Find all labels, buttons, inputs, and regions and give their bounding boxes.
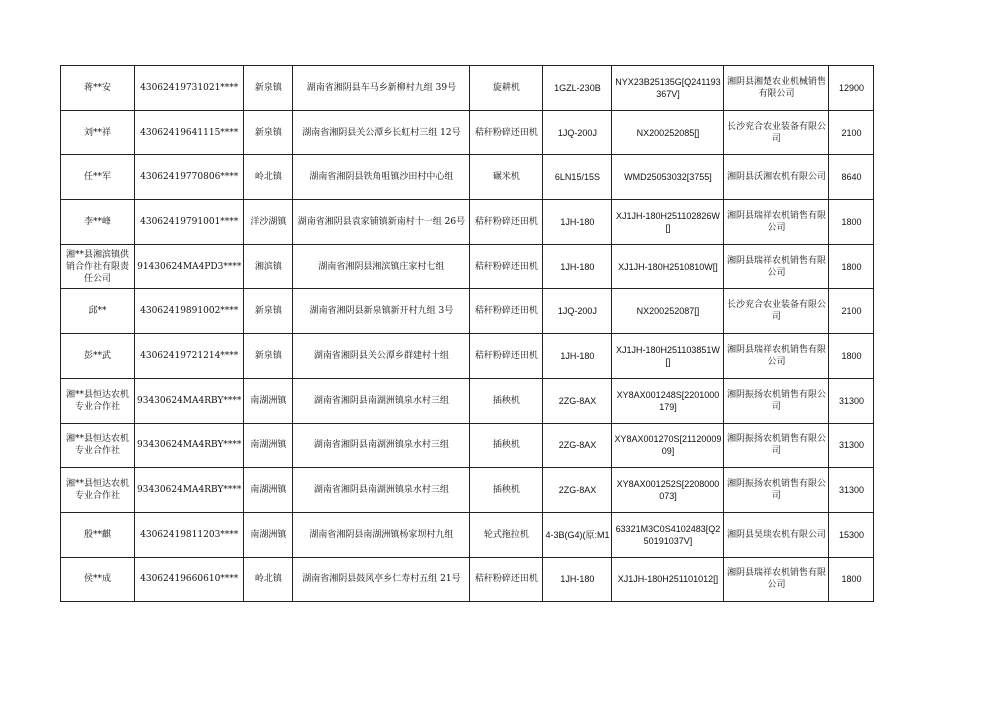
address-cell: 湖南省湘阴县车马乡新柳村九组 39号 <box>293 66 470 111</box>
model-cell: 1JH-180 <box>543 244 612 289</box>
serial-number-cell: 63321M3C0S4102483[Q250191037V] <box>612 512 724 557</box>
model-cell: 2ZG-8AX <box>543 468 612 513</box>
id-number-cell: 43062419891002**** <box>135 289 244 334</box>
amount-cell: 2100 <box>829 110 874 155</box>
applicant-name-cell: 殷**麒 <box>61 512 135 557</box>
applicant-name-cell: 彭**武 <box>61 334 135 379</box>
address-cell: 湖南省湘阴县新泉镇新开村九组 3号 <box>293 289 470 334</box>
table-row <box>61 512 874 557</box>
table-body <box>61 66 874 602</box>
subsidy-table <box>60 65 874 602</box>
model-cell: 1JQ-200J <box>543 110 612 155</box>
applicant-name-cell: 李**峰 <box>61 200 135 245</box>
address-cell: 湖南省湘阴县南湖洲镇泉水村三组 <box>293 423 470 468</box>
model-cell: 2ZG-8AX <box>543 423 612 468</box>
machine-type-cell: 秸秆粉碎还田机 <box>470 334 543 379</box>
serial-number-cell: XJ1JH-180H251102826W[] <box>612 200 724 245</box>
amount-cell: 31300 <box>829 468 874 513</box>
applicant-name-cell: 湘**县湘滨镇供销合作社有限责任公司 <box>61 244 135 289</box>
seller-cell: 湘阴县湘楚农业机械销售有限公司 <box>724 66 829 111</box>
town-cell: 新泉镇 <box>244 110 293 155</box>
town-cell: 洋沙湖镇 <box>244 200 293 245</box>
machine-type-cell: 碾米机 <box>470 155 543 200</box>
amount-cell: 31300 <box>829 378 874 423</box>
town-cell: 岭北镇 <box>244 557 293 602</box>
machine-type-cell: 秸秆粉碎还田机 <box>470 244 543 289</box>
id-number-cell: 43062419721214**** <box>135 334 244 379</box>
model-cell: 1JH-180 <box>543 334 612 379</box>
applicant-name-cell: 刘**祥 <box>61 110 135 155</box>
table-row <box>61 289 874 334</box>
address-cell: 湖南省湘阴县关公潭乡长虹村三组 12号 <box>293 110 470 155</box>
id-number-cell: 93430624MA4RBY**** <box>135 378 244 423</box>
amount-cell: 15300 <box>829 512 874 557</box>
town-cell: 新泉镇 <box>244 66 293 111</box>
table-row <box>61 244 874 289</box>
seller-cell: 湘阴县瑞祥农机销售有限公司 <box>724 200 829 245</box>
amount-cell: 12900 <box>829 66 874 111</box>
amount-cell: 1800 <box>829 200 874 245</box>
table-row <box>61 155 874 200</box>
address-cell: 湖南省湘阴县南湖洲镇泉水村三组 <box>293 468 470 513</box>
table-row <box>61 468 874 513</box>
model-cell: 1GZL-230B <box>543 66 612 111</box>
serial-number-cell: XY8AX001270S[2112000909] <box>612 423 724 468</box>
applicant-name-cell: 湘**县恒达农机专业合作社 <box>61 378 135 423</box>
seller-cell: 湘阴县瑞祥农机销售有限公司 <box>724 244 829 289</box>
machine-type-cell: 插秧机 <box>470 423 543 468</box>
town-cell: 南湖洲镇 <box>244 378 293 423</box>
model-cell: 6LN15/15S <box>543 155 612 200</box>
machine-type-cell: 秸秆粉碎还田机 <box>470 289 543 334</box>
id-number-cell: 91430624MA4PD3**** <box>135 244 244 289</box>
serial-number-cell: XJ1JH-180H251103851W[] <box>612 334 724 379</box>
serial-number-cell: XJ1JH-180H2510810W[] <box>612 244 724 289</box>
serial-number-cell: NX200252087[] <box>612 289 724 334</box>
address-cell: 湖南省湘阴县鼓风亭乡仁寿村五组 21号 <box>293 557 470 602</box>
model-cell: 1JH-180 <box>543 557 612 602</box>
applicant-name-cell: 邱** <box>61 289 135 334</box>
town-cell: 南湖洲镇 <box>244 512 293 557</box>
machine-type-cell: 秸秆粉碎还田机 <box>470 557 543 602</box>
table-row <box>61 200 874 245</box>
address-cell: 湖南省湘阴县湘滨镇庄家村七组 <box>293 244 470 289</box>
serial-number-cell: XY8AX001252S[2208000073] <box>612 468 724 513</box>
model-cell: 1JH-180 <box>543 200 612 245</box>
address-cell: 湖南省湘阴县关公潭乡群建村十组 <box>293 334 470 379</box>
id-number-cell: 43062419731021**** <box>135 66 244 111</box>
seller-cell: 湘阴县瑞祥农机销售有限公司 <box>724 334 829 379</box>
table-row <box>61 423 874 468</box>
applicant-name-cell: 任**军 <box>61 155 135 200</box>
applicant-name-cell: 侯**成 <box>61 557 135 602</box>
applicant-name-cell: 湘**县恒达农机专业合作社 <box>61 423 135 468</box>
amount-cell: 1800 <box>829 244 874 289</box>
address-cell: 湖南省湘阴县南湖洲镇泉水村三组 <box>293 378 470 423</box>
seller-cell: 长沙兖合农业装备有限公司 <box>724 289 829 334</box>
address-cell: 湖南省湘阴县袁家铺镇新南村十一组 26号 <box>293 200 470 245</box>
town-cell: 新泉镇 <box>244 334 293 379</box>
model-cell: 2ZG-8AX <box>543 378 612 423</box>
seller-cell: 湘阴县沃湘农机有限公司 <box>724 155 829 200</box>
machine-type-cell: 插秧机 <box>470 468 543 513</box>
seller-cell: 湘阴振扬农机销售有限公司 <box>724 423 829 468</box>
seller-cell: 湘阴振扬农机销售有限公司 <box>724 378 829 423</box>
town-cell: 岭北镇 <box>244 155 293 200</box>
table-row <box>61 378 874 423</box>
machine-type-cell: 秸秆粉碎还田机 <box>470 200 543 245</box>
id-number-cell: 43062419770806**** <box>135 155 244 200</box>
table-row <box>61 66 874 111</box>
amount-cell: 8640 <box>829 155 874 200</box>
machine-type-cell: 轮式拖拉机 <box>470 512 543 557</box>
seller-cell: 湘阴县瑞祥农机销售有限公司 <box>724 557 829 602</box>
table-row <box>61 110 874 155</box>
town-cell: 湘滨镇 <box>244 244 293 289</box>
seller-cell: 湘阴县昊琰农机有限公司 <box>724 512 829 557</box>
amount-cell: 1800 <box>829 557 874 602</box>
town-cell: 南湖洲镇 <box>244 468 293 513</box>
id-number-cell: 43062419660610**** <box>135 557 244 602</box>
town-cell: 新泉镇 <box>244 289 293 334</box>
id-number-cell: 93430624MA4RBY**** <box>135 423 244 468</box>
amount-cell: 2100 <box>829 289 874 334</box>
serial-number-cell: NYX23B25135G[Q241193367V] <box>612 66 724 111</box>
town-cell: 南湖洲镇 <box>244 423 293 468</box>
machine-type-cell: 插秧机 <box>470 378 543 423</box>
seller-cell: 湘阴振扬农机销售有限公司 <box>724 468 829 513</box>
amount-cell: 31300 <box>829 423 874 468</box>
serial-number-cell: XJ1JH-180H251101012[] <box>612 557 724 602</box>
table-row <box>61 334 874 379</box>
address-cell: 湖南省湘阴县铁角咀镇沙田村中心组 <box>293 155 470 200</box>
id-number-cell: 43062419811203**** <box>135 512 244 557</box>
id-number-cell: 43062419641115**** <box>135 110 244 155</box>
id-number-cell: 43062419791001**** <box>135 200 244 245</box>
amount-cell: 1800 <box>829 334 874 379</box>
serial-number-cell: XY8AX001248S[2201000179] <box>612 378 724 423</box>
table-row <box>61 557 874 602</box>
machine-type-cell: 秸秆粉碎还田机 <box>470 110 543 155</box>
applicant-name-cell: 蒋**安 <box>61 66 135 111</box>
model-cell: 4-3B(G4)(原:M1 <box>543 512 612 557</box>
model-cell: 1JQ-200J <box>543 289 612 334</box>
serial-number-cell: WMD25053032[3755] <box>612 155 724 200</box>
machine-type-cell: 旋耕机 <box>470 66 543 111</box>
applicant-name-cell: 湘**县恒达农机专业合作社 <box>61 468 135 513</box>
id-number-cell: 93430624MA4RBY**** <box>135 468 244 513</box>
seller-cell: 长沙兖合农业装备有限公司 <box>724 110 829 155</box>
address-cell: 湖南省湘阴县南湖洲镇杨家坝村九组 <box>293 512 470 557</box>
serial-number-cell: NX200252085[] <box>612 110 724 155</box>
